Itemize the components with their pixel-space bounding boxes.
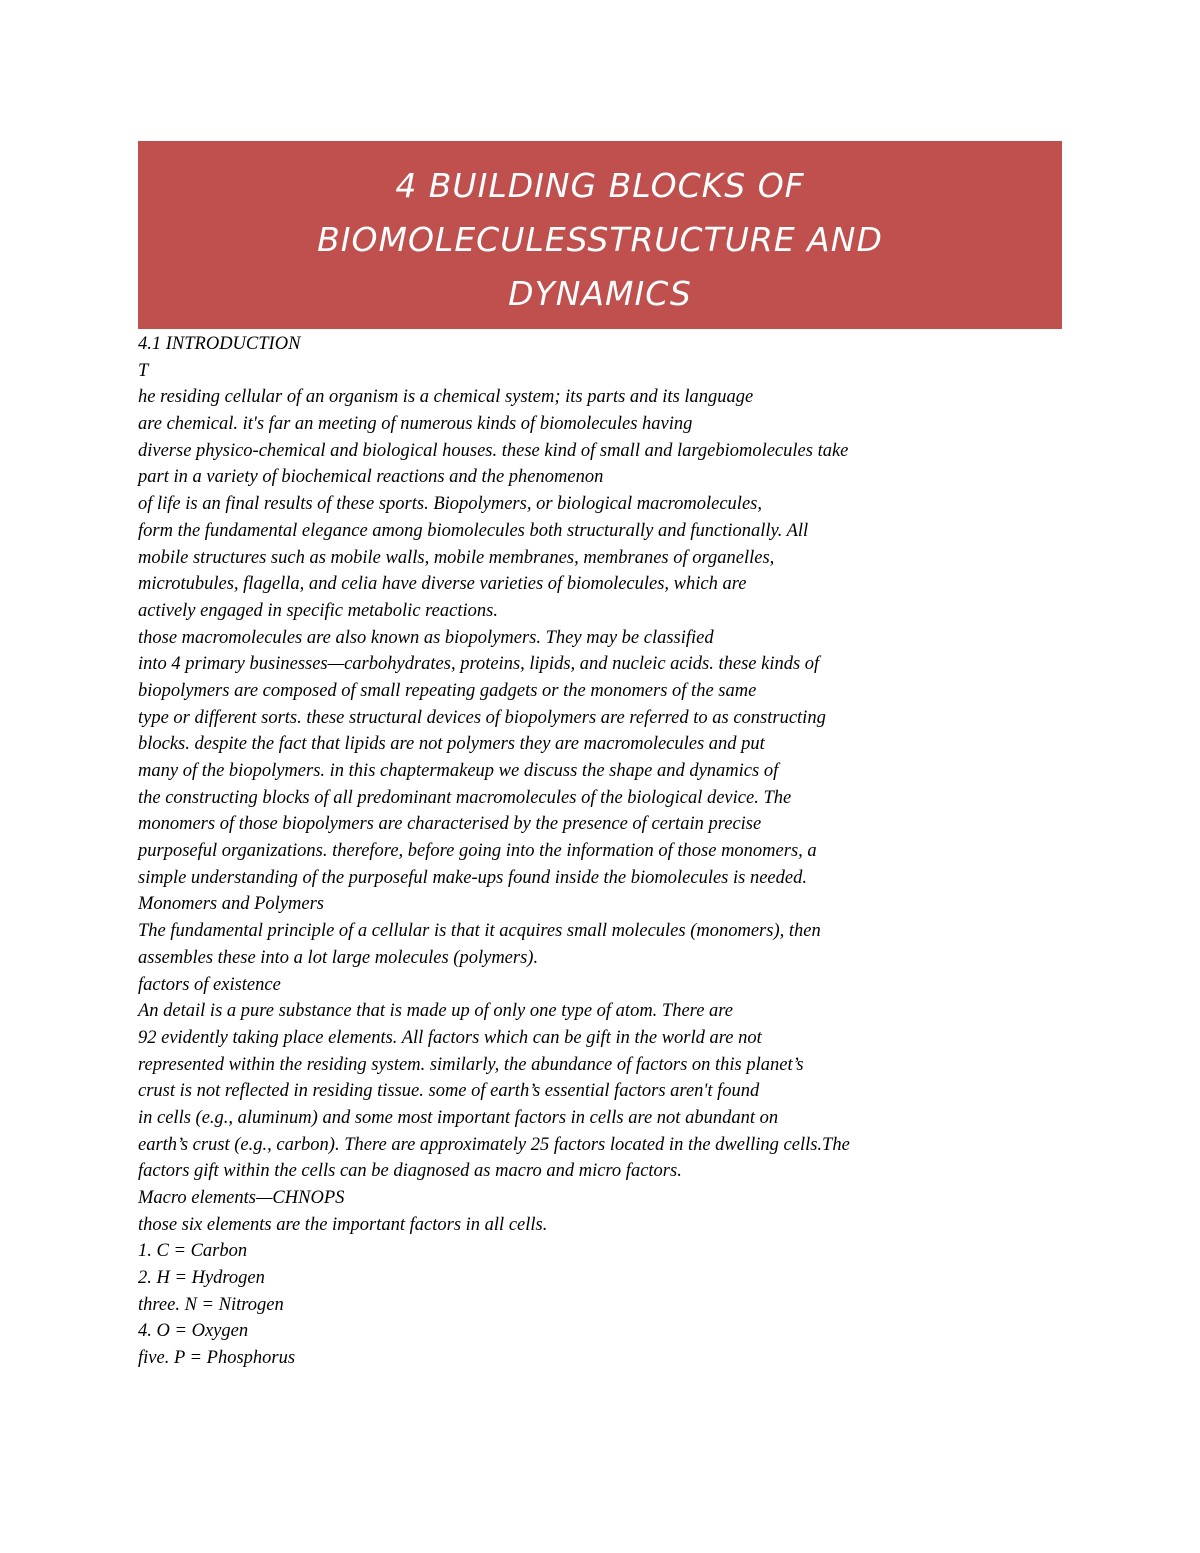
text-line: microtubules, flagella, and celia have diverse varieties of biomolecules, which are <box>138 574 747 595</box>
text-line: many of the biopolymers. in this chaptermakeup we discuss the shape and dynamics of <box>138 761 779 781</box>
text-line: actively engaged in specific metabolic reactions. <box>138 600 498 621</box>
text-line: are chemical. it's far an meeting of numerous kinds of biomolecules having <box>138 414 693 435</box>
text-line: purposeful organizations. therefore, before going into the information of those monomers, a <box>138 841 817 862</box>
text-line: monomers of those biopolymers are characterised by the presence of certain precise <box>138 814 762 835</box>
text-line: of life is an final results of these sports. Biopolymers, or biological macromolecules, <box>138 494 762 515</box>
text-line: he residing cellular of an organism is a chemical system; its parts and its language <box>138 387 754 408</box>
subheading-factors-of-existence: factors of existence <box>138 974 281 995</box>
text-line: mobile structures such as mobile walls, mobile membranes, membranes of organelles, <box>138 547 775 568</box>
text-line: in cells (e.g., aluminum) and some most important factors in cells are not abundant on <box>138 1107 779 1128</box>
text-line: into 4 primary businesses—carbohydrates, proteins, lipids, and nucleic acids. these kinds of <box>138 654 820 675</box>
list-item: five. P = Phosphorus <box>138 1348 296 1369</box>
chapter-title-line-2: BIOMOLECULESSTRUCTURE AND <box>317 220 883 259</box>
list-item: 4. O = Oxygen <box>138 1321 249 1342</box>
text-line: form the fundamental elegance among biomolecules both structurally and functionally. All <box>138 520 809 541</box>
text-line: factors gift within the cells can be diagnosed as macro and micro factors. <box>138 1161 682 1182</box>
text-line: An detail is a pure substance that is made up of only one type of atom. There are <box>138 1001 733 1022</box>
text-line: assembles these into a lot large molecules (polymers). <box>138 947 539 968</box>
text-line: those macromolecules are also known as biopolymers. They may be classified <box>138 627 714 648</box>
body-text <box>138 331 1062 1372</box>
text-line: diverse physico-chemical and biological houses. these kind of small and largebiomolecules take <box>138 440 849 461</box>
text-line: simple understanding of the purposeful make-ups found inside the biomolecules is needed. <box>138 867 807 888</box>
text-line: biopolymers are composed of small repeating gadgets or the monomers of the same <box>138 680 757 701</box>
text-line: represented within the residing system. similarly, the abundance of factors on this planet’s <box>138 1054 804 1075</box>
chapter-title-banner <box>138 141 1062 329</box>
list-item: 1. C = Carbon <box>138 1241 248 1262</box>
text-line: earth’s crust (e.g., carbon). There are approximately 25 factors located in the dwelling cells.The <box>138 1134 850 1155</box>
chapter-title-line-3: DYNAMICS <box>508 274 692 313</box>
text-line: crust is not reflected in residing tissue. some of earth’s essential factors aren't found <box>138 1081 760 1102</box>
chapter-title-line-1: 4 BUILDING BLOCKS OF <box>395 166 805 205</box>
text-line: part in a variety of biochemical reactions and the phenomenon <box>138 467 604 488</box>
section-heading-introduction: 4.1 INTRODUCTION <box>138 334 301 354</box>
list-item: three. N = Nitrogen <box>138 1294 284 1315</box>
drop-cap-letter: T <box>138 360 149 381</box>
list-item: 2. H = Hydrogen <box>138 1268 265 1289</box>
subheading-macro-elements: Macro elements—CHNOPS <box>138 1188 345 1208</box>
text-line: The fundamental principle of a cellular is that it acquires small molecules (monomers), then <box>138 921 821 942</box>
text-line: blocks. despite the fact that lipids are not polymers they are macromolecules and put <box>138 734 765 755</box>
text-line: 92 evidently taking place elements. All factors which can be gift in the world are not <box>138 1027 762 1048</box>
text-line: type or different sorts. these structural devices of biopolymers are referred to as constructing <box>138 707 826 728</box>
text-line: those six elements are the important factors in all cells. <box>138 1214 548 1235</box>
subheading-monomers-polymers: Monomers and Polymers <box>138 894 325 915</box>
text-line: the constructing blocks of all predominant macromolecules of the biological device. The <box>138 787 792 808</box>
